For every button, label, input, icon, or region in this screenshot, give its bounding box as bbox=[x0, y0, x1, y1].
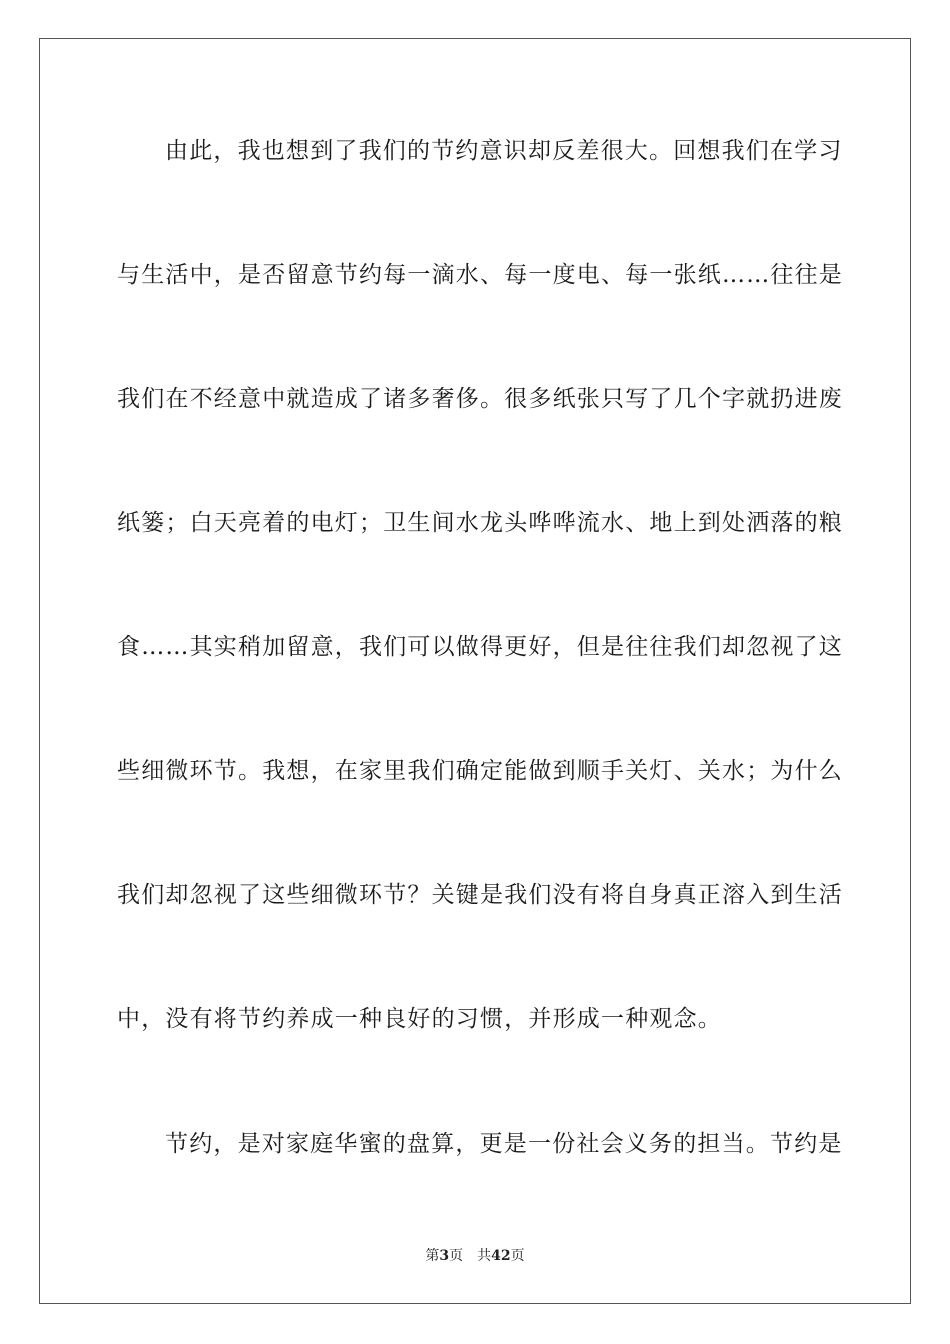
total-suffix: 页 bbox=[510, 1248, 525, 1264]
total-prefix: 共 bbox=[477, 1248, 492, 1264]
page-footer bbox=[0, 1247, 950, 1265]
paragraph-1-line-6: 些细微环节。我想，在家里我们确定能做到顺手关灯、关水；为什么 bbox=[117, 758, 843, 784]
paragraph-1-line-8: 中，没有将节约养成一种良好的习惯，并形成一种观念。 bbox=[117, 1006, 722, 1032]
paragraph-1-line-5: 食……其实稍加留意，我们可以做得更好，但是往往我们却忽视了这 bbox=[117, 634, 843, 660]
page-prefix: 第 bbox=[425, 1248, 440, 1264]
paragraph-1-line-4: 纸篓；白天亮着的电灯；卫生间水龙头哗哗流水、地上到处洒落的粮 bbox=[117, 510, 843, 536]
paragraph-1-line-7: 我们却忽视了这些细微环节？关键是我们没有将自身真正溶入到生活 bbox=[117, 882, 843, 908]
page-number: 3 bbox=[439, 1248, 450, 1264]
paragraph-1-line-2: 与生活中，是否留意节约每一滴水、每一度电、每一张纸……往往是 bbox=[117, 262, 843, 288]
page-border bbox=[39, 38, 911, 1304]
paragraph-1-line-1: 由此，我也想到了我们的节约意识却反差很大。回想我们在学习 bbox=[165, 138, 843, 164]
total-pages: 42 bbox=[491, 1248, 511, 1264]
paragraph-1-line-3: 我们在不经意中就造成了诸多奢侈。很多纸张只写了几个字就扔进废 bbox=[117, 386, 843, 412]
paragraph-2-line-1: 节约，是对家庭华蜜的盘算，更是一份社会义务的担当。节约是 bbox=[165, 1131, 843, 1157]
page-suffix: 页 bbox=[449, 1248, 464, 1264]
